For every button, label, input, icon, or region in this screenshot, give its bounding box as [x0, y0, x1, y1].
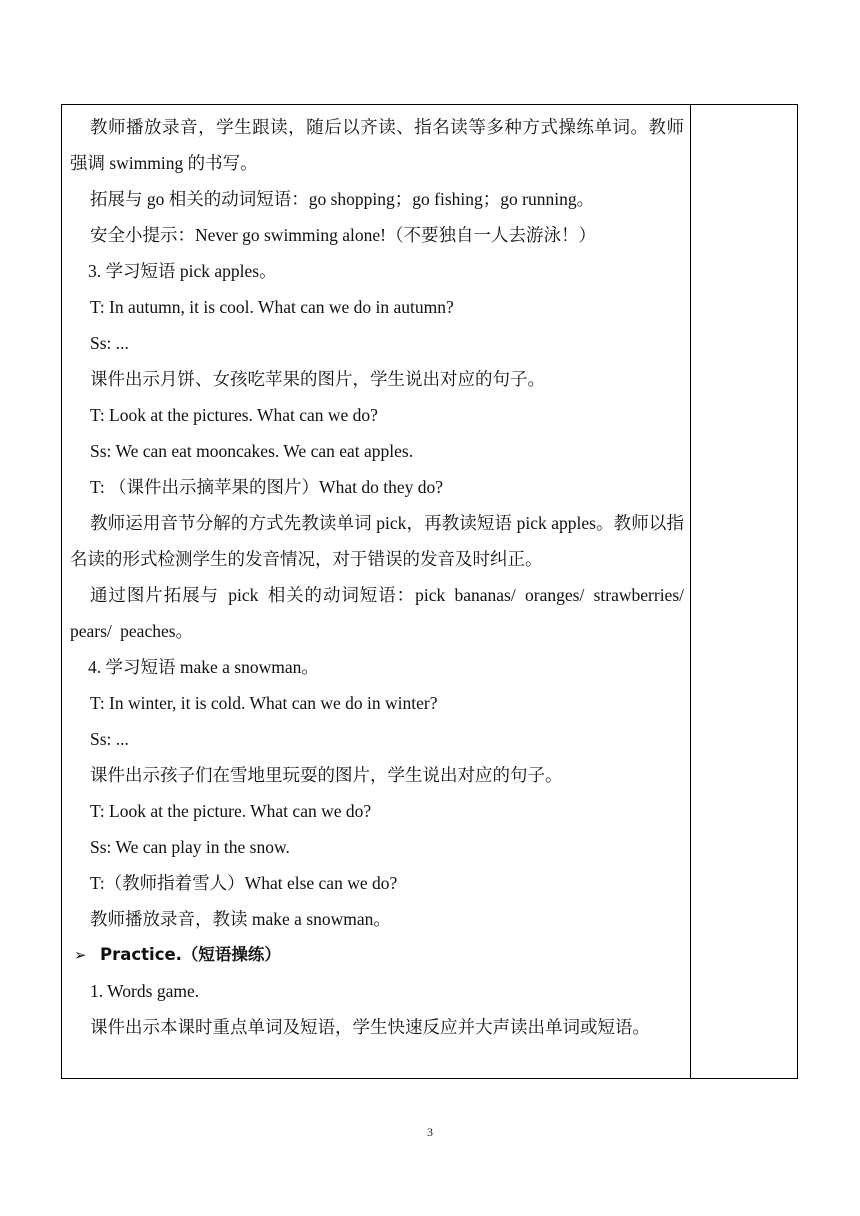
page-number: 3 — [427, 1125, 433, 1139]
paragraph-courseware-snow: 课件出示孩子们在雪地里玩耍的图片，学生说出对应的句子。 — [90, 765, 563, 785]
practice-heading-text: Practice.（短语操练） — [100, 945, 281, 964]
lesson-table — [61, 104, 798, 1079]
paragraph-courseware-mooncake: 课件出示月饼、女孩吃苹果的图片，学生说出对应的句子。 — [90, 369, 545, 389]
notes-cell — [691, 105, 797, 1078]
paragraph-students-2: Ss: ... — [90, 729, 129, 749]
practice-heading — [70, 937, 684, 973]
paragraph-courseware-words: 课件出示本课时重点单词及短语，学生快速反应并大声读出单词或短语。 — [90, 1017, 650, 1037]
paragraph-teacher-picture: T: Look at the picture. What can we do? — [90, 801, 372, 821]
paragraph-teacher-winter: T: In winter, it is cold. What can we do in winter? — [90, 693, 438, 713]
paragraph-pick-phrases: 通过图片拓展与 pick 相关的动词短语：pick bananas/ oranges/ strawberries/ pears/ peaches。 — [70, 585, 684, 641]
paragraph-go-phrases: 拓展与 go 相关的动词短语：go shopping；go fishing；go running。 — [90, 189, 595, 209]
paragraph-safety-tip: 安全小提示：Never go swimming alone!（不要独自一人去游泳！） — [90, 225, 596, 245]
lesson-content-cell — [62, 105, 690, 1078]
paragraph-students-snow: Ss: We can play in the snow. — [90, 837, 290, 857]
paragraph-syllable: 教师运用音节分解的方式先教读单词 pick，再教读短语 pick apples。教师以指名读的形式检测学生的发音情况，对于错误的发音及时纠正。 — [70, 513, 684, 569]
paragraph-students-1: Ss: ... — [90, 333, 129, 353]
paragraph-students-eat: Ss: We can eat mooncakes. We can eat apples. — [90, 441, 414, 461]
paragraph-teacher-autumn: T: In autumn, it is cool. What can we do in autumn? — [90, 297, 454, 317]
paragraph-recording-snowman: 教师播放录音，教读 make a snowman。 — [90, 909, 391, 929]
paragraph-teacher-pick: T: （课件出示摘苹果的图片）What do they do? — [90, 477, 443, 497]
arrow-bullet-icon: ➢ — [74, 946, 87, 964]
paragraph-teacher-look: T: Look at the pictures. What can we do? — [90, 405, 378, 425]
paragraph-words-game: 1. Words game. — [90, 981, 200, 1001]
paragraph-step-4: 4. 学习短语 make a snowman。 — [88, 657, 319, 677]
paragraph-teacher-snowman: T:（教师指着雪人）What else can we do? — [90, 873, 398, 893]
paragraph-recording: 教师播放录音，学生跟读，随后以齐读、指名读等多种方式操练单词。教师强调 swimming 的书写。 — [70, 117, 684, 173]
paragraph-step-3: 3. 学习短语 pick apples。 — [88, 261, 277, 281]
